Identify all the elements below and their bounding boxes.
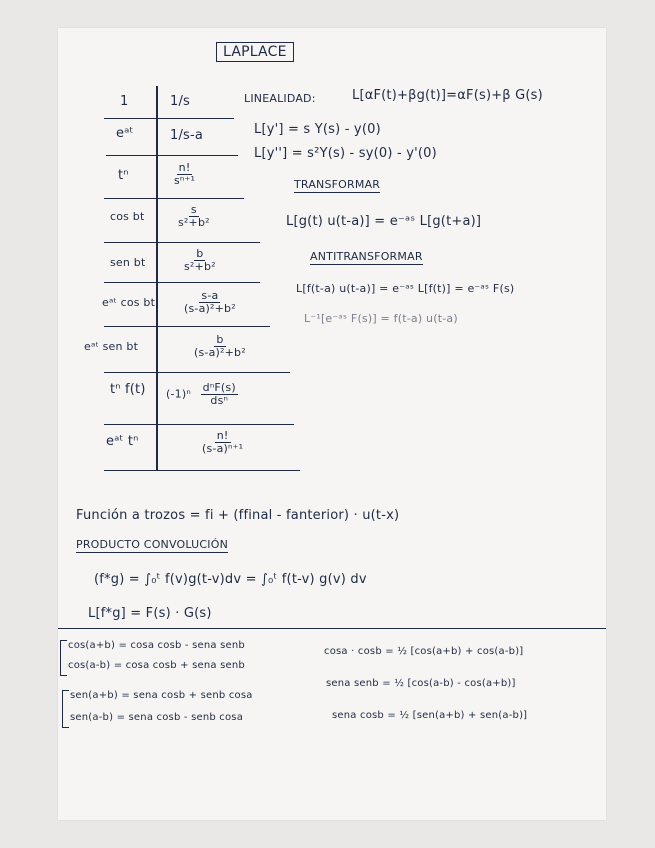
table-f-7: eᵃᵗ sen bt	[84, 340, 139, 353]
frac-den: dsⁿ	[210, 394, 229, 407]
bracket-cos	[60, 640, 67, 676]
table-F-9	[200, 430, 245, 455]
table-row-divider	[104, 372, 290, 373]
notebook-page	[58, 28, 606, 820]
table-row-divider	[104, 326, 270, 327]
frac-num: s	[190, 203, 197, 216]
table-row-divider	[104, 118, 234, 119]
table-F-7	[192, 334, 248, 359]
transformar-label: TRANSFORMAR	[294, 178, 381, 191]
bracket-sen	[62, 690, 69, 728]
table-f-8: tⁿ f(t)	[110, 382, 146, 397]
linealidad-label: LINEALIDAD:	[244, 92, 316, 105]
frac-den: s²+b²	[178, 216, 210, 229]
antitransformar-label: ANTITRANSFORMAR	[310, 250, 423, 263]
table-row-divider	[104, 242, 260, 243]
transformar-equation: L[g(t) u(t-a)] = e⁻ᵃˢ L[g(t+a)]	[286, 214, 482, 229]
frac-num: b	[196, 247, 204, 260]
trig-sen-sum: sen(a+b) = sena cosb + senb cosa	[70, 690, 253, 701]
frac-num: dⁿF(s)	[202, 381, 236, 394]
table-F-8	[166, 382, 238, 407]
linealidad-equation: L[αF(t)+βg(t)]=αF(s)+β G(s)	[352, 88, 543, 103]
table-f-5: sen bt	[110, 256, 146, 269]
product-sen-cos: sena cosb = ½ [sen(a+b) + sen(a-b)]	[332, 710, 528, 721]
frac-den: s²+b²	[184, 260, 216, 273]
table-F-5	[182, 248, 218, 273]
page-title: LAPLACE	[216, 42, 294, 62]
table-F-1: 1/s	[170, 94, 191, 109]
derivative-second: L[y''] = s²Y(s) - sy(0) - y'(0)	[254, 146, 437, 161]
funcion-trozos: Función a trozos = fi + (ffinal - fanterior) · u(t-x)	[76, 508, 400, 523]
table-f-6: eᵃᵗ cos bt	[102, 296, 156, 309]
inverse-shift-equation: L⁻¹[e⁻ᵃˢ F(s)] = f(t-a) u(t-a)	[304, 312, 458, 325]
convolucion-label: PRODUCTO CONVOLUCIÓN	[76, 538, 229, 551]
table-vertical-divider	[156, 86, 158, 470]
product-cos-cos: cosa · cosb = ½ [cos(a+b) + cos(a-b)]	[324, 646, 524, 657]
table-f-2: eᵃᵗ	[116, 126, 134, 141]
table-F-2: 1/s-a	[170, 128, 204, 143]
section-divider	[58, 628, 606, 629]
table-F-6	[182, 290, 238, 315]
frac-den: sⁿ⁺¹	[174, 174, 196, 187]
trig-cos-diff: cos(a-b) = cosa cosb + sena senb	[68, 660, 245, 671]
frac-den: (s-a)²+b²	[194, 346, 246, 359]
frac-num: n!	[178, 161, 191, 174]
derivative-first: L[y'] = s Y(s) - y(0)	[254, 122, 381, 137]
product-sen-sen: sena senb = ½ [cos(a-b) - cos(a+b)]	[326, 678, 516, 689]
table-f-9: eᵃᵗ tⁿ	[106, 434, 139, 449]
convolucion-equation: (f*g) = ∫₀ᵗ f(v)g(t-v)dv = ∫₀ᵗ f(t-v) g(v) dv	[94, 572, 367, 587]
frac-den: (s-a)ⁿ⁺¹	[202, 442, 244, 455]
table-f-3: tⁿ	[118, 168, 129, 183]
table-f-4: cos bt	[110, 210, 145, 223]
frac-den: (s-a)²+b²	[184, 302, 236, 315]
frac-num: b	[216, 333, 224, 346]
table-row-divider	[104, 198, 244, 199]
antitransformar-equation: L[f(t-a) u(t-a)] = e⁻ᵃˢ L[f(t)] = e⁻ᵃˢ F(s)	[296, 282, 515, 295]
table-f-1: 1	[120, 94, 129, 109]
frac-num: n!	[216, 429, 229, 442]
table-row-divider	[104, 424, 294, 425]
frac-num: s-a	[201, 289, 219, 302]
trig-cos-sum: cos(a+b) = cosa cosb - sena senb	[68, 640, 245, 651]
convolucion-laplace: L[f*g] = F(s) · G(s)	[88, 606, 212, 621]
table-row-divider	[104, 282, 260, 283]
table-bottom-line	[104, 470, 300, 471]
table-F-3	[172, 162, 197, 187]
trig-sen-diff: sen(a-b) = sena cosb - senb cosa	[70, 712, 244, 723]
table-F-4	[176, 204, 212, 229]
table-row-divider	[106, 155, 238, 156]
table-F-8-sign: (-1)ⁿ	[166, 387, 191, 401]
